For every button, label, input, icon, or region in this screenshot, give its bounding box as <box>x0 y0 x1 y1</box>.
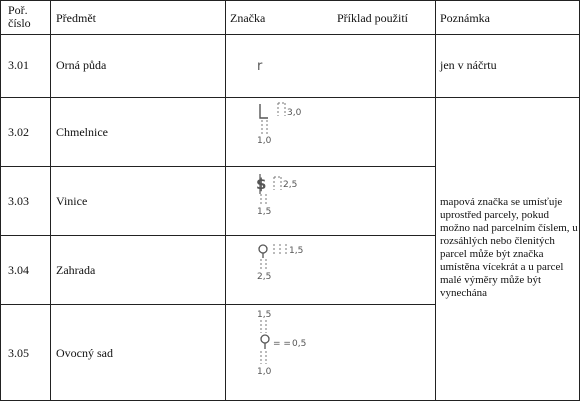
header-note: Poznámka <box>440 11 490 25</box>
column-divider <box>225 0 226 401</box>
dimension-label: 2,5 <box>257 272 272 282</box>
header-divider <box>0 34 580 35</box>
shared-note: mapová značka se umísťuje uprostřed parcely, pokud možno nad parcelním číslem, u rozsáhlých nebo členitých parcel může být značka umístěna vícekrát a u parcel malé výměry může být vynechána <box>440 196 578 299</box>
row-number: 3.03 <box>8 194 29 208</box>
svg-text:$: $ <box>256 175 267 193</box>
svg-text:= =: = = <box>273 339 291 349</box>
table-border-top <box>0 0 580 1</box>
dimension-label: 3,0 <box>287 108 302 118</box>
dimension-label: 1,0 <box>257 367 272 377</box>
row-number: 3.04 <box>8 263 29 277</box>
row-subject: Chmelnice <box>56 125 108 139</box>
row-divider <box>0 97 580 98</box>
arable-land-symbol-icon <box>255 58 267 74</box>
header-symbol: Značka <box>230 11 266 25</box>
garden-symbol-icon <box>254 240 314 290</box>
vineyard-symbol-icon <box>254 172 314 222</box>
column-divider <box>50 0 51 401</box>
dimension-label: 2,5 <box>283 180 298 190</box>
header-subject: Předmět <box>56 11 96 25</box>
orchard-symbol-icon <box>254 306 334 378</box>
dimension-label: 1,5 <box>289 246 304 256</box>
row-number: 3.02 <box>8 125 29 139</box>
row-number: 3.01 <box>8 58 29 72</box>
row-subject: Orná půda <box>56 58 107 72</box>
dimension-label: 0,5 <box>292 339 307 349</box>
svg-text:r: r <box>257 59 263 74</box>
row-divider <box>0 235 435 236</box>
hop-field-symbol-icon <box>254 100 314 150</box>
column-divider <box>435 0 436 401</box>
header-example: Příklad použití <box>337 11 408 25</box>
header-number-line1: Poř. <box>8 3 28 17</box>
row-subject: Vinice <box>56 194 88 208</box>
row-subject: Zahrada <box>56 263 96 277</box>
row-divider <box>0 304 435 305</box>
row-note: jen v náčrtu <box>440 58 497 72</box>
row-subject: Ovocný sad <box>56 346 113 360</box>
table-border-bottom <box>0 400 580 401</box>
dimension-label: 1,5 <box>257 207 272 217</box>
row-divider <box>0 166 435 167</box>
header-number-line2: číslo <box>8 16 31 30</box>
table-border-left <box>0 0 1 401</box>
dimension-label: 1,5 <box>257 310 272 320</box>
dimension-label: 1,0 <box>257 136 272 146</box>
row-number: 3.05 <box>8 346 29 360</box>
